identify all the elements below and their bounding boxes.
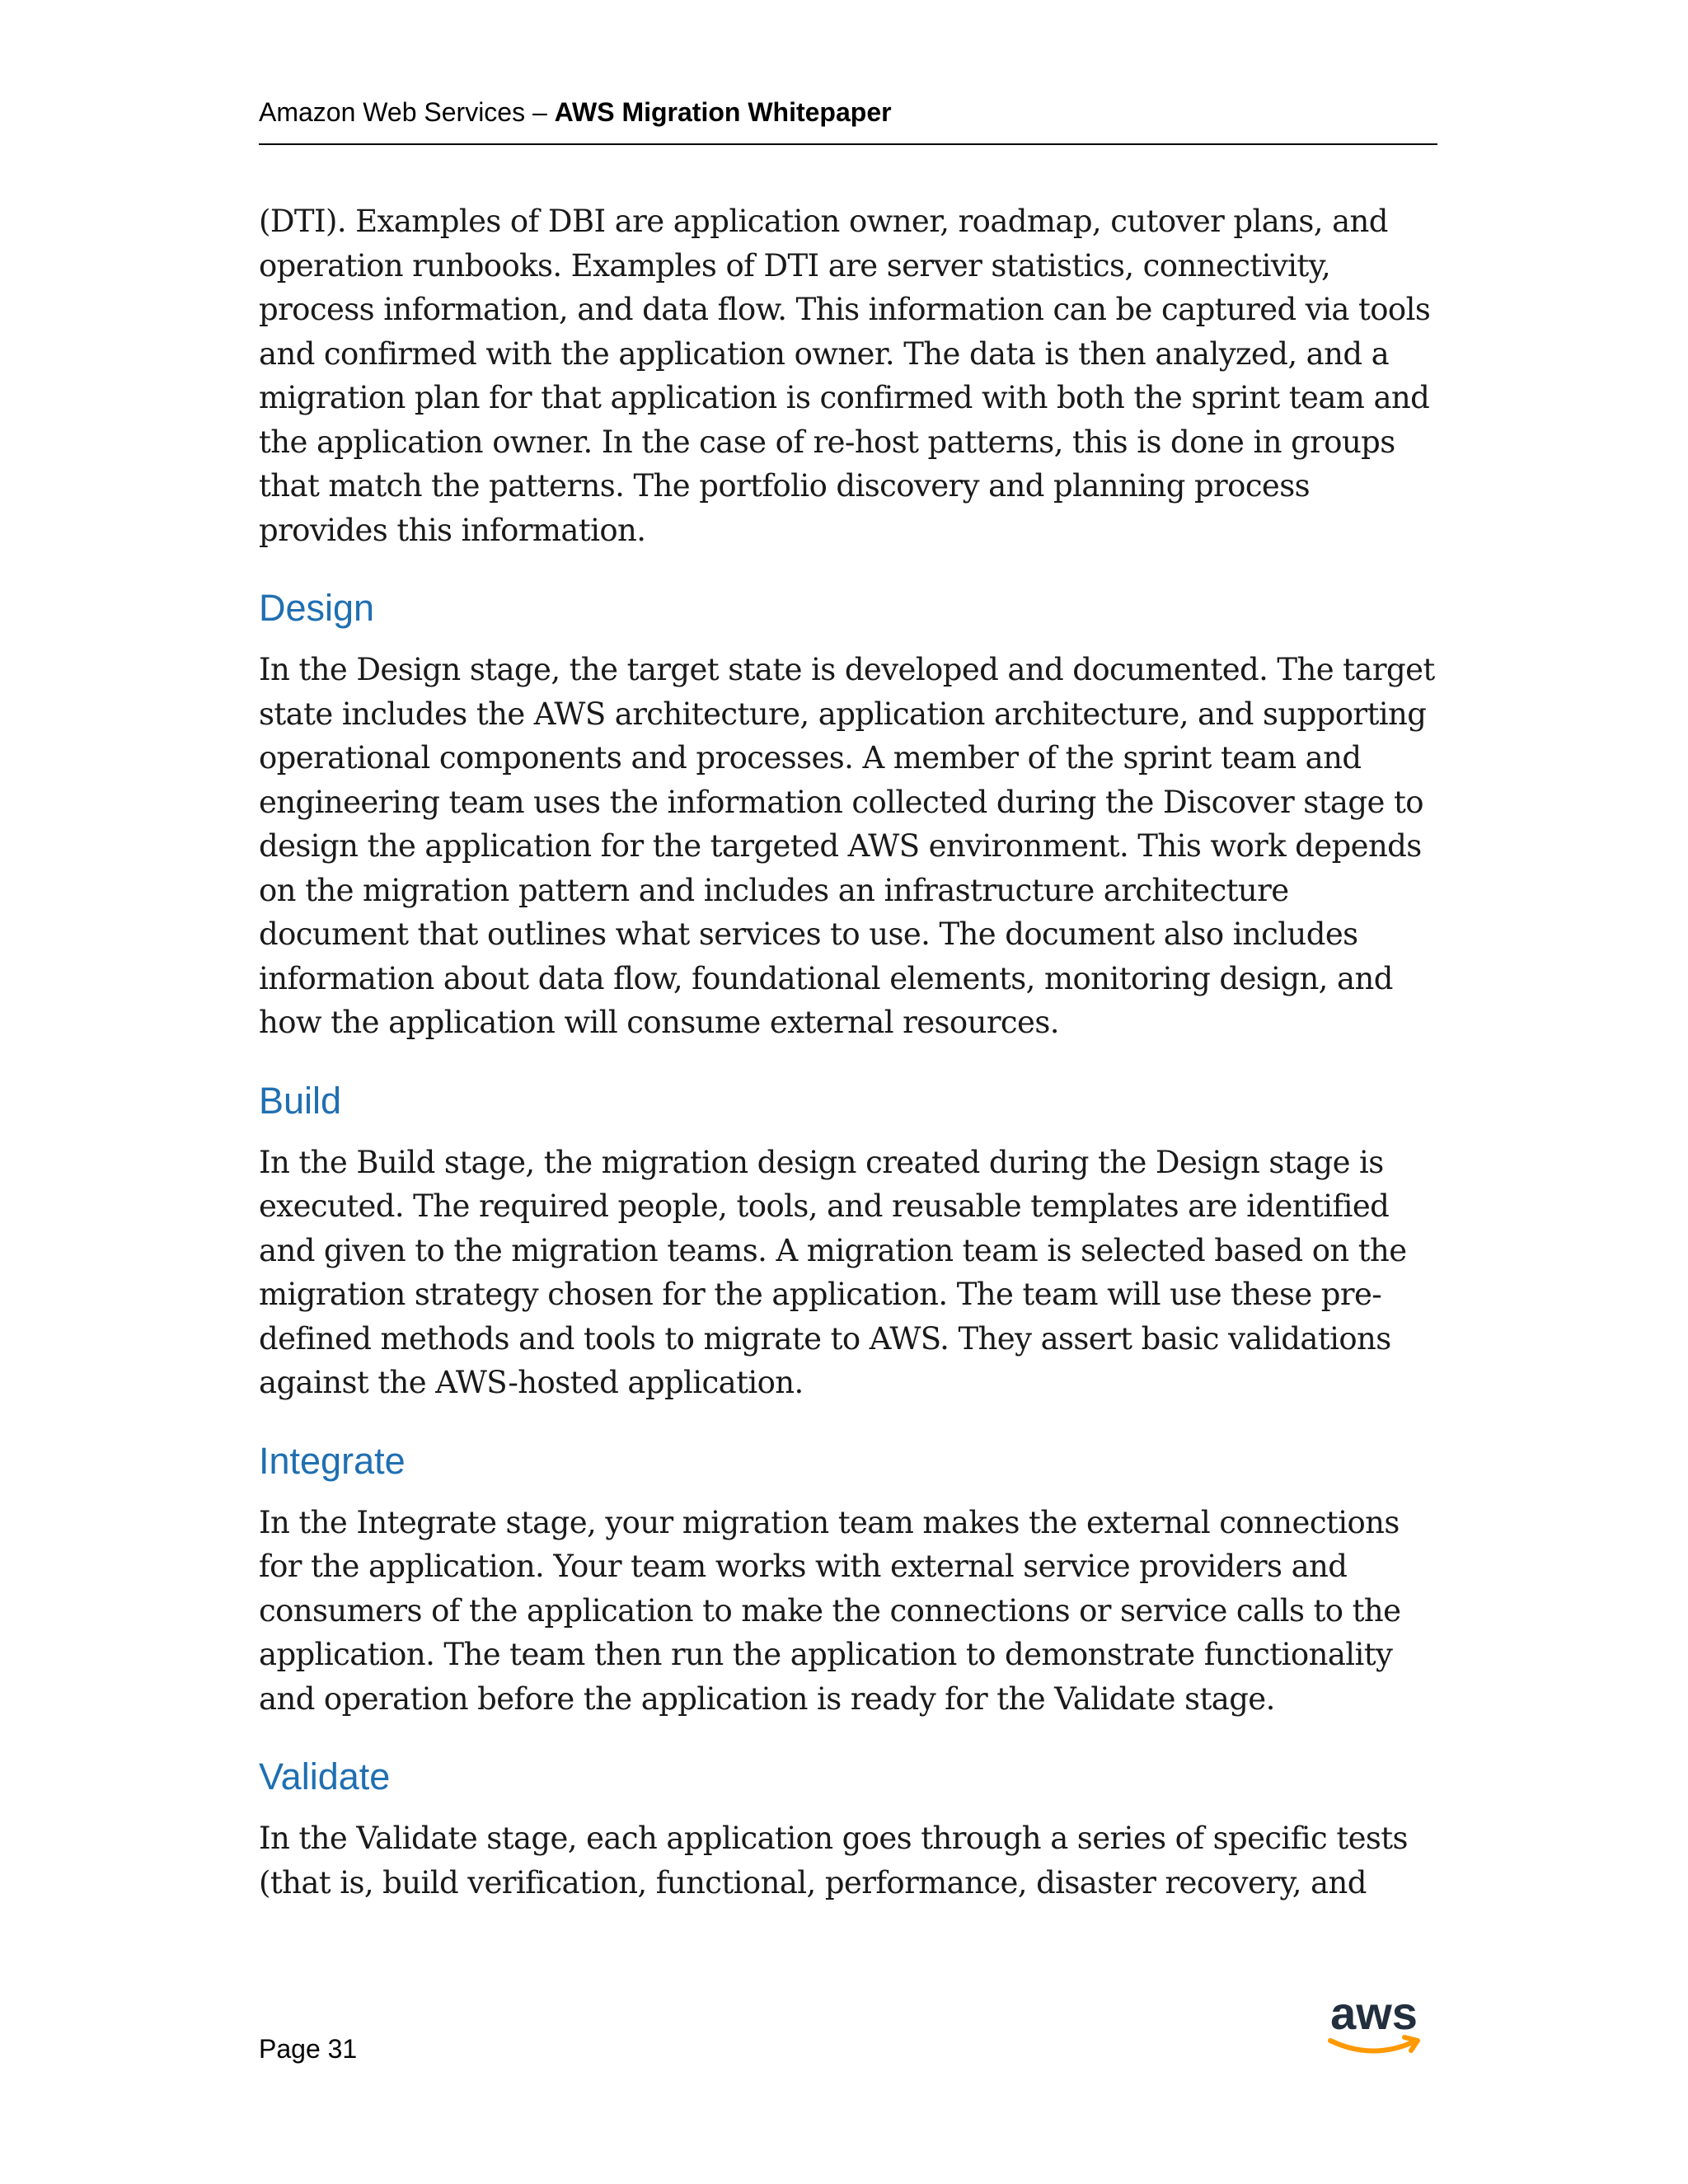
section-body-integrate: In the Integrate stage, your migration team makes the external connections for the application. Your team works with external service providers and consumers of the application to make the connections or service calls to the application. The team then run the application to demonstrate functionality and operation before the application is ready for the Validate stage. [259,1504,1401,1717]
section-body-design: In the Design stage, the target state is developed and documented. The target state includes the AWS architecture, application architecture, and supporting operational components and processes. A member of the sprint team and engineering team uses the information collected during the Discover stage to design the application for the targeted AWS environment. This work depends on the migration pattern and includes an infrastructure architecture document that outlines what services to use. The document also includes information about data flow, foundational elements, monitoring design, and how the application will consume external resources. [259,652,1435,1040]
page-number: Page 31 [259,2034,358,2064]
section-design [259,585,1446,1045]
aws-logo-text: aws [1330,1991,1418,2039]
section-body-build: In the Build stage, the migration design created during the Design stage is executed. The required people, tools, and reusable templates are identified and given to the migration teams. A migration team is selected based on the migration strategy chosen for the application. The team will use these pre-defined methods and tools to migrate to AWS. They assert basic validations against the AWS-hosted application. [259,1144,1407,1400]
page-content [259,199,1446,1938]
section-validate [259,1754,1446,1905]
section-build [259,1078,1446,1405]
aws-smile-icon [1330,2041,1413,2051]
section-heading-build: Build [259,1079,342,1122]
section-heading-design: Design [259,587,375,629]
section-heading-validate: Validate [259,1755,391,1797]
aws-logo-icon [1319,1991,1429,2057]
header-company: Amazon Web Services [259,97,526,127]
header-title: AWS Migration Whitepaper [554,97,892,127]
section-body-validate: In the Validate stage, each application goes through a series of specific tests (that is, build verification, functional, performance, disaster recovery, and [259,1821,1408,1900]
section-heading-integrate: Integrate [259,1439,406,1482]
section-integrate [259,1438,1446,1722]
page-header [259,97,1437,145]
header-separator: – [525,97,555,127]
intro-paragraph: (DTI). Examples of DBI are application owner, roadmap, cutover plans, and operation runbooks. Examples of DTI are server statistics, connectivity, process information, and data flow. This information can be captured via tools and confirmed with the application owner. The data is then analyzed, and a migration plan for that application is confirmed with both the sprint team and the application owner. In the case of re-host patterns, this is done in groups that match the patterns. The portfolio discovery and planning process provides this information. [259,204,1431,548]
